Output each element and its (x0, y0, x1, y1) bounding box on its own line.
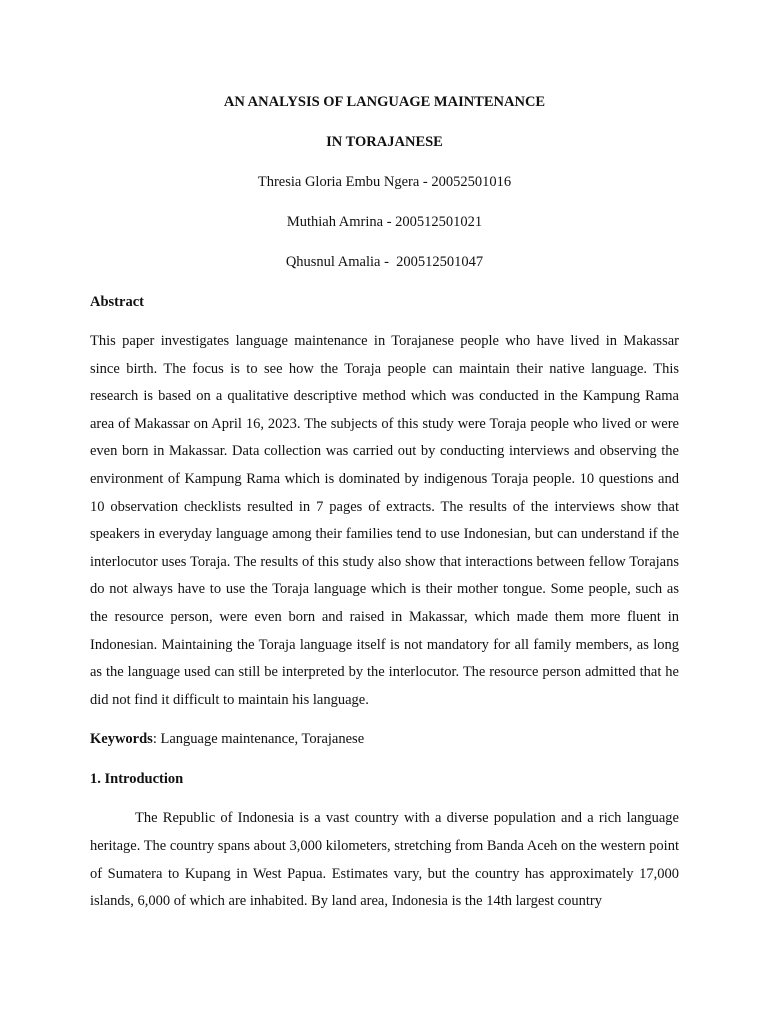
author-line: Muthiah Amrina - 200512501021 (286, 214, 483, 230)
document-page (90, 89, 679, 916)
introduction-heading: 1. Introduction (90, 771, 184, 788)
paper-title-line-2: IN TORAJANESE (326, 134, 443, 150)
abstract-paragraph: This paper investigates language maintenance in Torajanese people who have lived in Makassar since birth. The focus is to see how the Toraja people can maintain their native language. This research is based on a qualitative descriptive method which was conducted in the Kampung Rama area of Makassar on April 16, 2023. The subjects of this study were Toraja people who lived or were even born in Makassar. Data collection was carried out by conducting interviews and observing the environment of Kampung Rama which is dominated by indigenous Toraja people. 10 questions and 10 observation checklists resulted in 7 pages of extracts. The results of the interviews show that speakers in everyday language among their families tend to use Indonesian, but can understand if the interlocutor uses Toraja. The results of this study also show that interactions between fellow Torajans do not always have to use the Toraja language which is their mother tongue. Some people, such as the resource person, were even born and raised in Makassar, which made them more fluent in Indonesian. Maintaining the Toraja language itself is not mandatory for all family members, as long as the language used can still be interpreted by the interlocutor. The resource person admitted that he did not find it difficult to maintain his language. (90, 333, 679, 708)
keywords-label: Keywords (90, 731, 153, 748)
abstract-heading: Abstract (90, 294, 144, 310)
author-line: Qhusnul Amalia - 200512501047 (285, 254, 484, 270)
introduction-paragraph: The Republic of Indonesia is a vast country with a diverse population and a rich language heritage. The country spans about 3,000 kilometers, stretching from Banda Aceh on the western point of Sumatera to Kupang in West Papua. Estimates vary, but the country has approximately 17,000 islands, 6,000 of which are inhabited. By land area, Indonesia is the 14th largest country (90, 810, 679, 910)
paper-title-line-1: AN ANALYSIS OF LANGUAGE MAINTENANCE (223, 94, 546, 110)
keywords-line (90, 726, 679, 753)
author-line: Thresia Gloria Embu Ngera - 20052501016 (257, 174, 512, 190)
keywords-text: : Language maintenance, Torajanese (152, 731, 365, 748)
